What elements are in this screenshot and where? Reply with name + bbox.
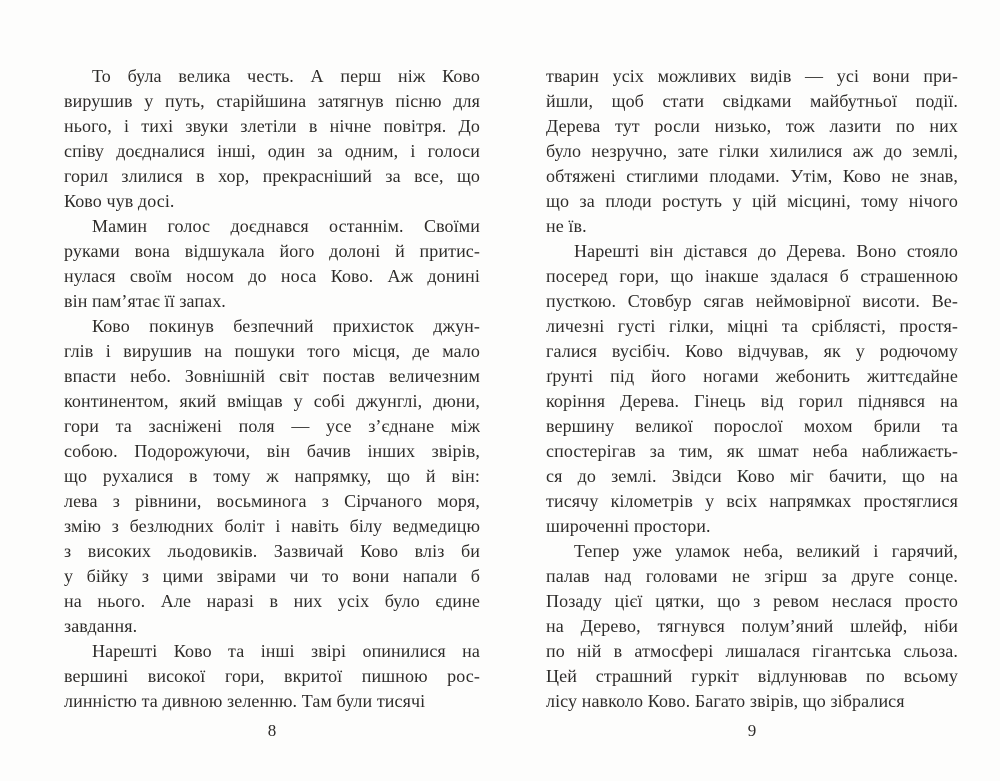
- text-line: тварин усіх можливих видів — усі вони при-: [546, 66, 958, 86]
- text-line: Дерева тут росли низько, тож лазити по них: [546, 116, 958, 136]
- text-line: впасти небо. Зовнішній світ постав величезним: [64, 366, 480, 386]
- text-line: горил злилися в хор, прекрасніший за все, що: [64, 166, 480, 186]
- text-line: лісу навколо Ково. Багато звірів, що зібралися: [546, 691, 905, 711]
- text-line: пусткою. Стовбур сягав неймовірної висоти. Ве-: [546, 291, 958, 311]
- text-line: личезні густі гілки, міцні та сріблясті, простя-: [546, 316, 958, 336]
- paragraph: [546, 239, 958, 539]
- text-line: То була велика честь. А перш ніж Ково: [92, 66, 480, 86]
- text-line: лева з рівнини, восьминога з Сірчаного моря,: [64, 491, 480, 511]
- text-line: було незручно, зате гілки хилилися аж до землі,: [546, 141, 958, 161]
- page-right: [546, 0, 958, 781]
- text-line: Нарешті він дістався до Дерева. Воно стояло: [574, 241, 958, 261]
- text-line: спостерігав за тим, як шмат неба наближаєть-: [546, 441, 958, 461]
- text-line: Цей страшний гуркіт відлунював по всьому: [546, 666, 958, 686]
- paragraph: [64, 64, 480, 214]
- text-line: собою. Подорожуючи, він бачив інших звірів,: [64, 441, 480, 461]
- text-line: Тепер уже уламок неба, великий і гарячий,: [574, 541, 958, 561]
- text-line: галися вусібіч. Ково відчував, як у родючому: [546, 341, 958, 361]
- text-line: співу доєдналися інші, один за одним, і голоси: [64, 141, 480, 161]
- text-line: не їв.: [546, 216, 587, 236]
- page-left: [64, 0, 480, 781]
- page-right-text: [546, 64, 958, 714]
- text-line: завдання.: [64, 616, 138, 636]
- text-line: вирушив у путь, старійшина затягнув пісню для: [64, 91, 480, 111]
- text-line: посеред гори, що інакше здалася б страшенною: [546, 266, 958, 286]
- text-line: з високих льодовиків. Зазвичай Ково вліз би: [64, 541, 480, 561]
- text-line: що рухалися в тому ж напрямку, що й він:: [64, 466, 480, 486]
- text-line: по ній в атмосфері лишалася гігантська сльоза.: [546, 641, 958, 661]
- text-line: Позаду цієї цятки, що з ревом неслася просто: [546, 591, 958, 611]
- text-line: на Дерево, тягнувся полум’яний шлейф, ніби: [546, 616, 958, 636]
- text-line: палав над головами не згірш за друге сонце.: [546, 566, 958, 586]
- paragraph: [64, 314, 480, 639]
- text-line: гори та засніжені поля — усе з’єднане між: [64, 416, 480, 436]
- page-number: 9: [747, 721, 757, 740]
- text-line: ся до землі. Звідси Ково міг бачити, що на: [546, 466, 958, 486]
- paragraph: [64, 639, 480, 714]
- text-line: Мамин голос доєднався останнім. Своїми: [92, 216, 480, 236]
- text-line: континентом, який вміщав у собі джунглі, дюни,: [64, 391, 480, 411]
- text-line: Нарешті Ково та інші звірі опинилися на: [92, 641, 480, 661]
- text-line: Ково покинув безпечний прихисток джун-: [92, 316, 480, 336]
- text-line: широченні простори.: [546, 516, 711, 536]
- text-line: йшли, щоб стати свідками майбутньої події.: [546, 91, 958, 111]
- text-line: руками вона відшукала його долоні й притис-: [64, 241, 480, 261]
- text-line: тисячу кілометрів у всіх напрямках простяглися: [546, 491, 958, 511]
- page-number: 8: [267, 721, 277, 740]
- text-line: Ково чув досі.: [64, 191, 175, 211]
- text-line: вершину великої порослої мохом брили та: [546, 416, 958, 436]
- text-line: він пам’ятає її запах.: [64, 291, 226, 311]
- text-line: ґрунті під його ногами жебонить життєдайне: [546, 366, 958, 386]
- text-line: що за плоди ростуть у цій місцині, тому нічого: [546, 191, 958, 211]
- text-line: нулася своїм носом до носа Ково. Аж донині: [64, 266, 480, 286]
- text-line: на нього. Але наразі в них усіх було єдине: [64, 591, 480, 611]
- paragraph: [546, 64, 958, 239]
- paragraph: [64, 214, 480, 314]
- text-line: обтяжені стиглими плодами. Утім, Ково не знав,: [546, 166, 958, 186]
- text-line: линністю та дивною зеленню. Там були тисячі: [64, 691, 426, 711]
- page-left-text: [64, 64, 480, 714]
- text-line: змію з безлюдних боліт і навіть білу ведмедицю: [64, 516, 480, 536]
- text-line: вершині високої гори, вкритої пишною рос-: [64, 666, 480, 686]
- paragraph: [546, 539, 958, 714]
- text-line: коріння Дерева. Гінець від горил піднявся на: [546, 391, 958, 411]
- text-line: глів і вирушив на пошуки того місця, де мало: [64, 341, 480, 361]
- text-line: у бійку з цими звірами чи то вони напали б: [64, 566, 480, 586]
- text-line: нього, і тихі звуки злетіли в нічне повітря. До: [64, 116, 480, 136]
